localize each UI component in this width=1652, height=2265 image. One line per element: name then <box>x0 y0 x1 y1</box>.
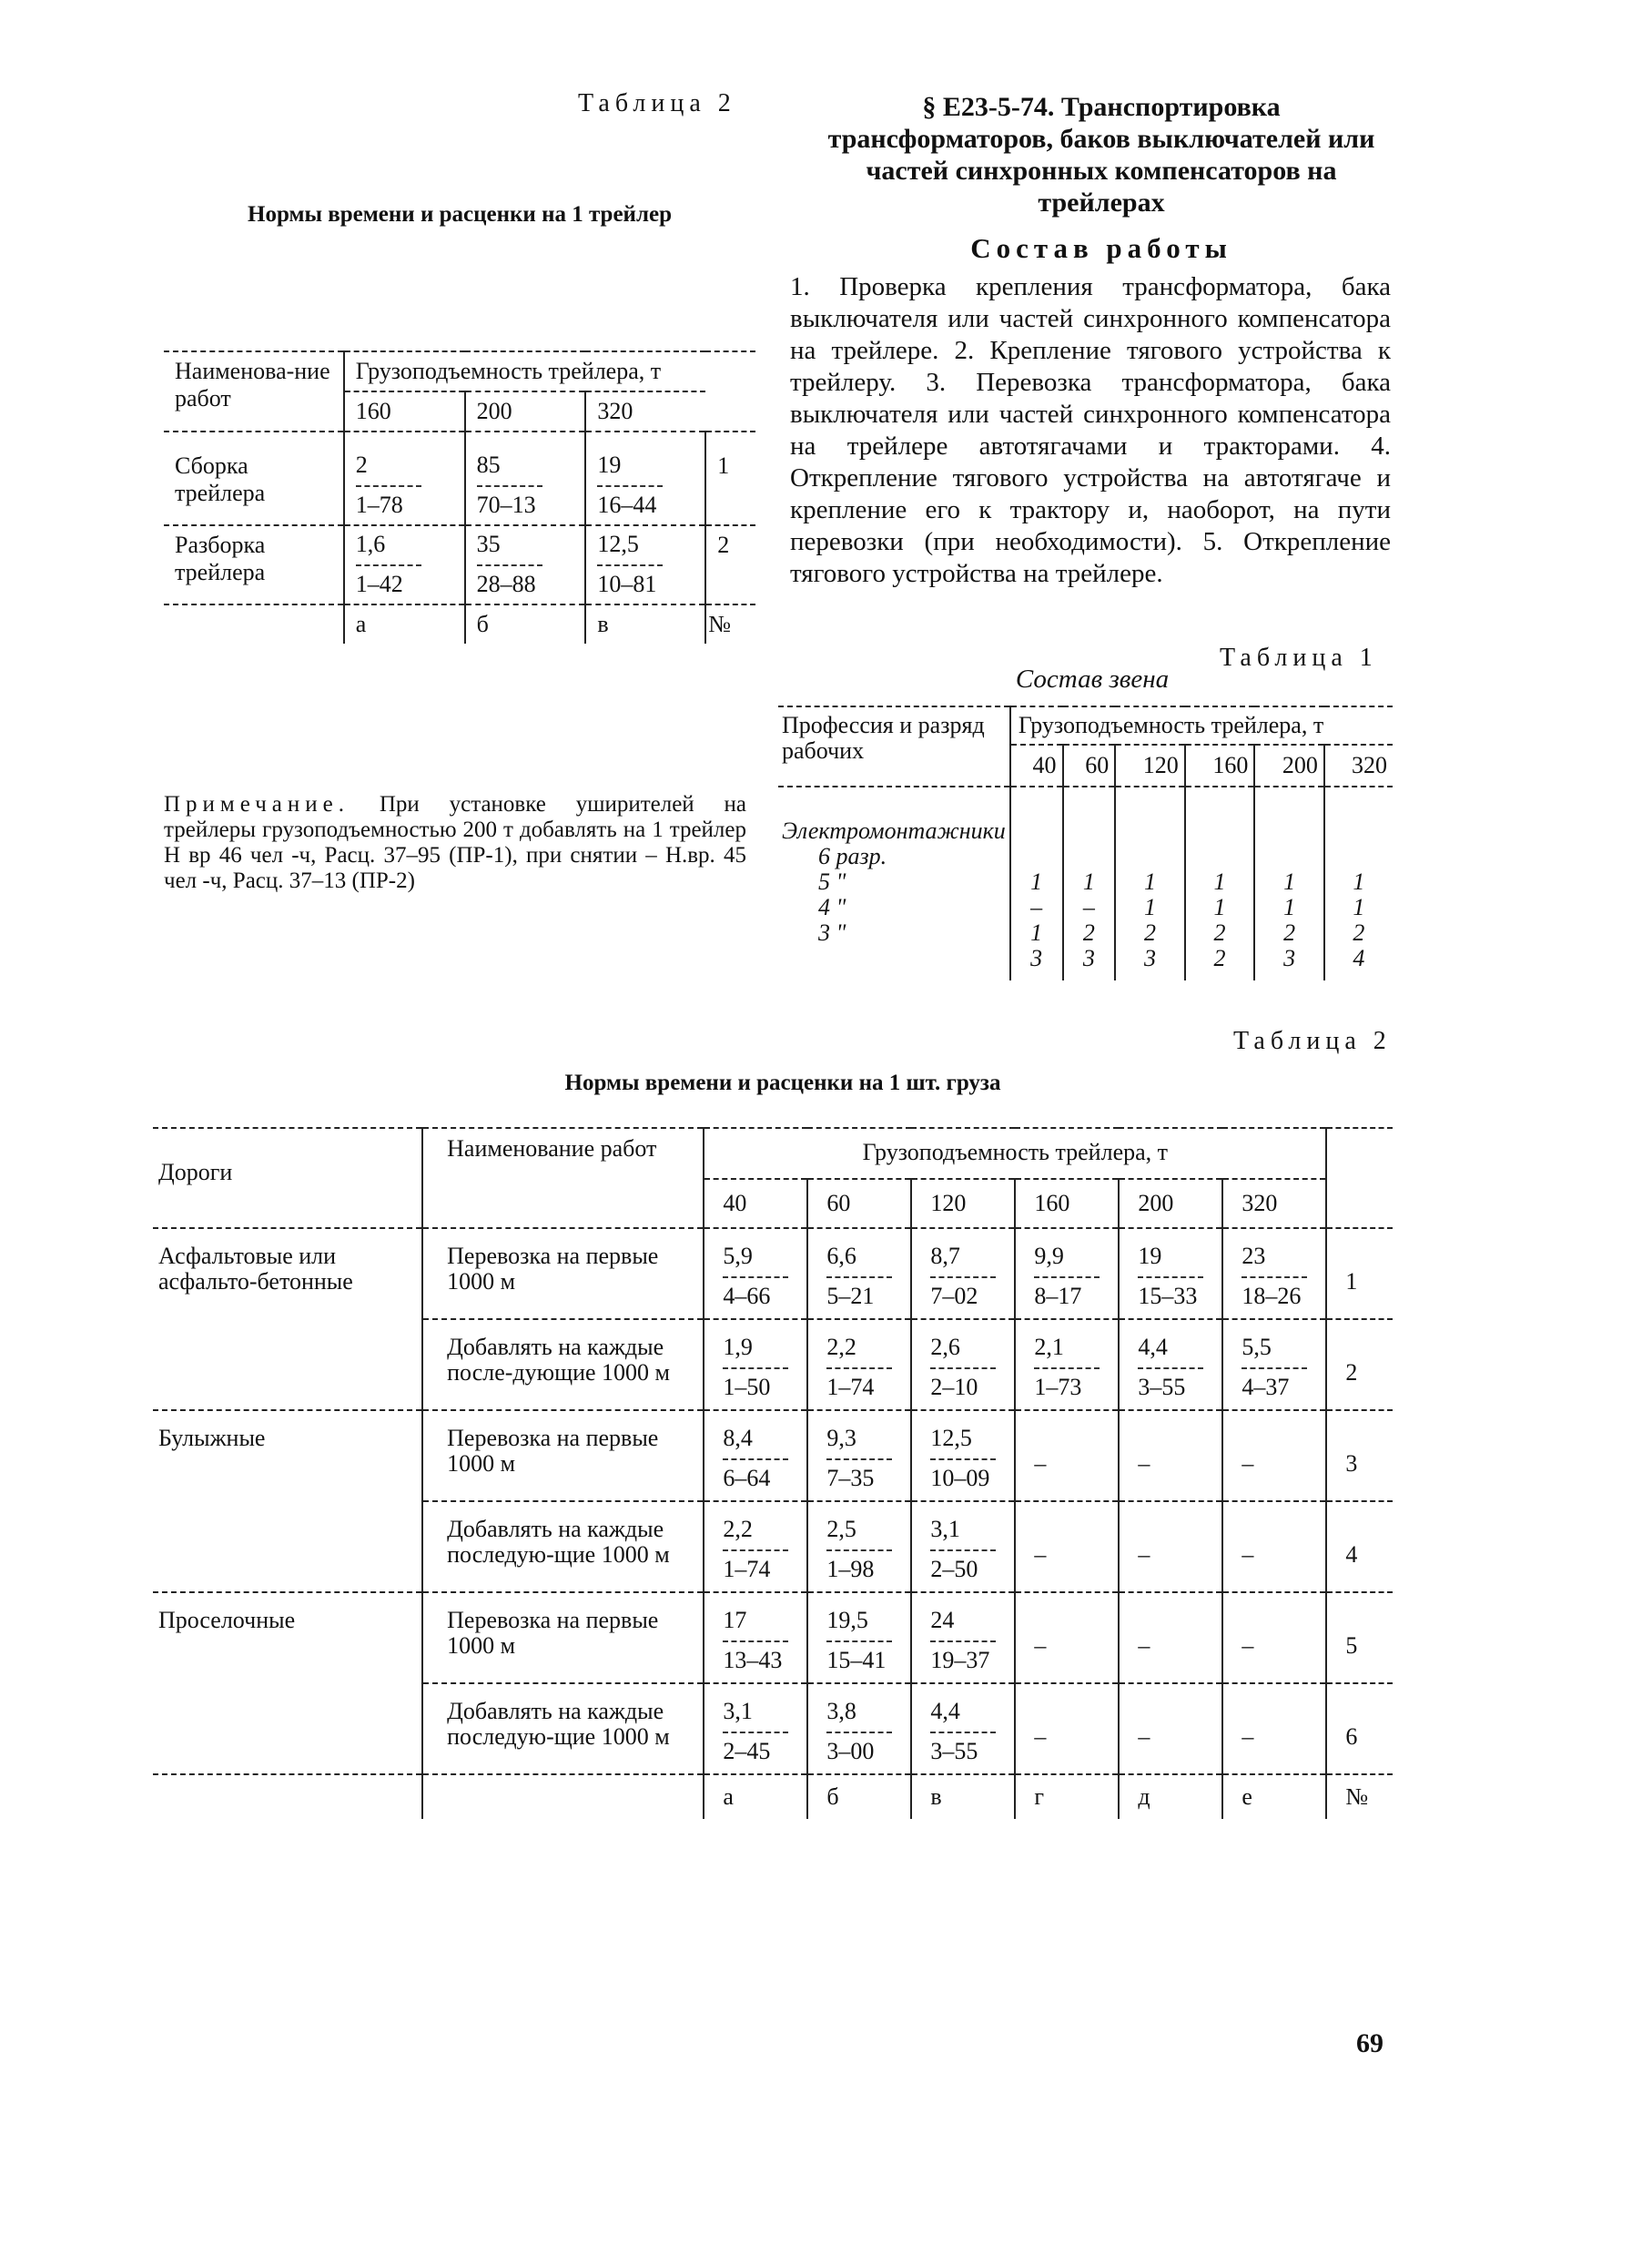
composition-heading: Состав работы <box>970 232 1232 264</box>
bottom-table <box>153 1127 1393 1819</box>
column-letters-row <box>164 604 755 644</box>
t1-value: – <box>1030 894 1043 920</box>
row-number: 1 <box>1326 1228 1393 1319</box>
norm-value: 17 <box>723 1607 747 1633</box>
t1-value: 1 <box>1144 868 1157 895</box>
cap-header: 320 <box>1222 1179 1326 1228</box>
left-table <box>164 350 755 644</box>
cap-header: 120 <box>911 1179 1015 1228</box>
table1-title: Состав звена <box>1015 665 1170 694</box>
bottom-table-label: Таблица 2 <box>1233 1027 1392 1055</box>
t1-cap: 200 <box>1254 745 1324 787</box>
norm-value: 35 <box>476 531 501 557</box>
left-cap-200: 200 <box>465 391 586 432</box>
road-type: Булыжные <box>158 1425 266 1451</box>
rate-value: 8–17 <box>1034 1283 1082 1309</box>
t1-value: 3 <box>1030 945 1043 971</box>
rate-value: 18–26 <box>1242 1283 1302 1309</box>
table-row <box>153 1410 1393 1501</box>
value-cell <box>911 1592 1015 1683</box>
t1-value: 2 <box>1213 945 1226 971</box>
rate-value: 5–21 <box>826 1283 875 1309</box>
dash-value: – <box>1242 1541 1254 1568</box>
rate-value: 15–41 <box>826 1647 887 1673</box>
row-number: 6 <box>1326 1683 1393 1774</box>
t1-rank: 4 " <box>818 894 846 920</box>
row-name: Разборка трейлера <box>175 532 266 585</box>
norm-value: 19 <box>1138 1243 1162 1269</box>
table-row <box>153 1228 1393 1319</box>
value-cell <box>1222 1501 1326 1592</box>
rate-value: 3–55 <box>1138 1374 1186 1400</box>
rate-value: 1–73 <box>1034 1374 1082 1400</box>
dash-value: – <box>1138 1632 1150 1659</box>
t1-value: 3 <box>1144 945 1157 971</box>
value-cell <box>807 1228 911 1319</box>
norm-value: 4,4 <box>930 1698 960 1724</box>
col-letter: е <box>1222 1774 1326 1819</box>
t1-value: – <box>1082 894 1095 920</box>
value-cell <box>1119 1683 1222 1774</box>
rate-value: 4–66 <box>723 1283 771 1309</box>
road-type: Проселочные <box>158 1607 296 1633</box>
t1-value: 2 <box>1353 919 1365 946</box>
t1-value: 1 <box>1144 894 1157 920</box>
bottom-table-title: Нормы времени и расценки на 1 шт. груза <box>564 1071 1001 1095</box>
value-cell <box>704 1228 807 1319</box>
norm-value: 23 <box>1242 1243 1266 1269</box>
value-cell <box>1015 1592 1119 1683</box>
row-number: 2 <box>705 525 755 604</box>
table-row <box>153 1683 1393 1774</box>
norm-value: 8,4 <box>723 1425 753 1451</box>
t1-value: 1 <box>1082 868 1095 895</box>
rate-value: 1–42 <box>355 571 403 597</box>
t1-workers: Электромонтажники <box>782 818 1006 844</box>
t1-value: 1 <box>1283 894 1296 920</box>
norm-value: 2,6 <box>930 1334 960 1360</box>
value-cell <box>807 1683 911 1774</box>
norm-value: 2,5 <box>826 1516 856 1542</box>
t1-rank: 6 разр. <box>818 843 887 869</box>
table-row <box>153 1319 1393 1410</box>
rate-value: 3–00 <box>826 1738 875 1764</box>
t1-value: 2 <box>1283 919 1296 946</box>
value-cell <box>1015 1319 1119 1410</box>
col-letter: б <box>807 1774 911 1819</box>
row-number: 5 <box>1326 1592 1393 1683</box>
value-cell <box>1015 1410 1119 1501</box>
t1-cap: 60 <box>1063 745 1116 787</box>
t1-value: 1 <box>1030 868 1043 895</box>
head-roads: Дороги <box>153 1128 422 1228</box>
col-letter: № <box>705 604 755 644</box>
value-cell <box>1222 1592 1326 1683</box>
value-cell <box>1015 1683 1119 1774</box>
left-cap-160: 160 <box>344 391 465 432</box>
rate-value: 7–35 <box>826 1465 875 1491</box>
norm-value: 1,6 <box>355 531 386 557</box>
rate-value: 1–78 <box>355 492 403 518</box>
left-cap-320: 320 <box>585 391 705 432</box>
norm-value: 2 <box>355 452 368 478</box>
cap-header: 160 <box>1015 1179 1119 1228</box>
norm-value: 85 <box>476 452 501 478</box>
head-work-name: Наименование работ <box>422 1128 704 1228</box>
rate-value: 2–10 <box>930 1374 978 1400</box>
rate-value: 10–81 <box>597 571 657 597</box>
rate-value: 70–13 <box>476 492 536 518</box>
road-type: Асфальтовые или асфальто-бетонные <box>158 1243 353 1295</box>
left-head-name: Наименова-ние работ <box>175 358 330 411</box>
value-cell <box>807 1319 911 1410</box>
dash-value: – <box>1034 1450 1047 1477</box>
dash-value: – <box>1242 1632 1254 1659</box>
dash-value: – <box>1138 1450 1150 1477</box>
t1-cap: 120 <box>1115 745 1185 787</box>
left-table-title: Нормы времени и расценки на 1 трейлер <box>248 202 672 227</box>
cap-header: 60 <box>807 1179 911 1228</box>
norm-value: 3,1 <box>930 1516 960 1542</box>
norm-value: 24 <box>930 1607 955 1633</box>
page-number: 69 <box>1356 2028 1383 2058</box>
norm-value: 5,9 <box>723 1243 753 1269</box>
value-cell <box>911 1501 1015 1592</box>
t1-value: 2 <box>1213 919 1226 946</box>
norm-value: 12,5 <box>597 531 639 557</box>
left-note <box>164 792 746 894</box>
value-cell <box>1015 1228 1119 1319</box>
t1-head-capacity: Грузоподъемность трейлера, т <box>1010 706 1393 745</box>
t1-value: 1 <box>1213 868 1226 895</box>
norm-value: 3,8 <box>826 1698 856 1724</box>
note-label: Примечание. <box>164 792 350 817</box>
dash-value: – <box>1034 1541 1047 1568</box>
left-head-capacity: Грузоподъемность трейлера, т <box>344 351 705 391</box>
norm-value: 19 <box>597 452 622 478</box>
dash-value: – <box>1242 1723 1254 1750</box>
norm-value: 2,2 <box>826 1334 856 1360</box>
head-capacity: Грузоподъемность трейлера, т <box>704 1128 1326 1179</box>
col-letter: в <box>585 604 705 644</box>
t1-cap: 40 <box>1010 745 1063 787</box>
section-title: § Е23-5-74. Транспортировка трансформаторов, баков выключателей или частей синхронных компенсаторов на трейлерах <box>827 92 1375 218</box>
t1-value: 4 <box>1353 945 1365 971</box>
table-row <box>164 432 755 525</box>
rate-value: 2–50 <box>930 1556 978 1582</box>
norm-value: 2,1 <box>1034 1334 1064 1360</box>
row-number: 1 <box>705 432 755 525</box>
table-row <box>153 1592 1393 1683</box>
work-name: Перевозка на первые 1000 м <box>422 1410 704 1501</box>
col-letter: г <box>1015 1774 1119 1819</box>
norm-value: 9,9 <box>1034 1243 1064 1269</box>
rate-value: 28–88 <box>476 571 536 597</box>
cap-header: 200 <box>1119 1179 1222 1228</box>
value-cell <box>807 1592 911 1683</box>
norm-value: 9,3 <box>826 1425 856 1451</box>
value-cell <box>1119 1501 1222 1592</box>
value-cell <box>1119 1592 1222 1683</box>
t1-rank: 3 " <box>818 919 846 946</box>
table1 <box>778 706 1393 980</box>
table-row <box>778 787 1393 980</box>
value-cell <box>807 1410 911 1501</box>
row-number: 4 <box>1326 1501 1393 1592</box>
value-cell <box>1015 1501 1119 1592</box>
rate-value: 1–74 <box>723 1556 771 1582</box>
rate-value: 1–98 <box>826 1556 875 1582</box>
t1-head-profession: Профессия и разряд рабочих <box>778 706 1010 787</box>
work-name: Добавлять на каждые после-дующие 1000 м <box>422 1319 704 1410</box>
norm-value: 8,7 <box>930 1243 960 1269</box>
row-number: 3 <box>1326 1410 1393 1501</box>
col-letter: а <box>344 604 465 644</box>
value-cell <box>1222 1410 1326 1501</box>
rate-value: 2–45 <box>723 1738 771 1764</box>
rate-value: 6–64 <box>723 1465 771 1491</box>
dash-value: – <box>1242 1450 1254 1477</box>
norm-value: 5,5 <box>1242 1334 1272 1360</box>
work-name: Добавлять на каждые последую-щие 1000 м <box>422 1683 704 1774</box>
col-letter: а <box>704 1774 807 1819</box>
norm-value: 12,5 <box>930 1425 972 1451</box>
composition-text: 1. Проверка крепления трансформатора, бака выключателя или частей синхронного компенсатора на трейлере. 2. Крепление тягового устройства к трейлеру. 3. Перевозка трансформатора, бака выключателя или частей синхронного компенсатора на трейлере автотягачами и тракторами. 4. Открепление тягового устройства на автотягаче и крепление его к трактору и, наоборот, на пути перевозки (при необходимости). 5. Открепление тягового устройства на трейлере. <box>790 272 1391 588</box>
norm-value: 3,1 <box>723 1698 753 1724</box>
value-cell <box>1222 1228 1326 1319</box>
value-cell <box>704 1501 807 1592</box>
work-name: Перевозка на первые 1000 м <box>422 1228 704 1319</box>
col-letter: в <box>911 1774 1015 1819</box>
work-name: Перевозка на первые 1000 м <box>422 1592 704 1683</box>
rate-value: 4–37 <box>1242 1374 1290 1400</box>
work-name: Добавлять на каждые последую-щие 1000 м <box>422 1501 704 1592</box>
col-letter: № <box>1326 1774 1393 1819</box>
rate-value: 1–74 <box>826 1374 875 1400</box>
norm-value: 4,4 <box>1138 1334 1168 1360</box>
t1-value: 1 <box>1030 919 1043 946</box>
value-cell <box>1119 1319 1222 1410</box>
row-name: Сборка трейлера <box>175 452 266 506</box>
t1-value: 2 <box>1082 919 1095 946</box>
norm-value: 6,6 <box>826 1243 856 1269</box>
value-cell <box>911 1410 1015 1501</box>
column-letters-row <box>153 1774 1393 1819</box>
note-text: При установке уширителей на трейлеры грузоподъемностью 200 т добавлять на 1 трейлер Н вр 46 чел -ч, Расц. 37–95 (ПР-1), при снятии – Н.вр. 45 чел -ч, Расц. 37–13 (ПР-2) <box>164 792 746 893</box>
norm-value: 1,9 <box>723 1334 753 1360</box>
cap-header: 40 <box>704 1179 807 1228</box>
table-row <box>153 1501 1393 1592</box>
rate-value: 10–09 <box>930 1465 990 1491</box>
row-number: 2 <box>1326 1319 1393 1410</box>
t1-value: 3 <box>1283 945 1296 971</box>
left-table-label: Таблица 2 <box>578 89 736 117</box>
value-cell <box>911 1319 1015 1410</box>
dash-value: – <box>1034 1632 1047 1659</box>
value-cell <box>704 1410 807 1501</box>
value-cell <box>1119 1228 1222 1319</box>
col-letter: д <box>1119 1774 1222 1819</box>
rate-value: 7–02 <box>930 1283 978 1309</box>
dash-value: – <box>1138 1723 1150 1750</box>
table-row <box>164 525 755 604</box>
value-cell <box>1222 1319 1326 1410</box>
t1-value: 1 <box>1353 868 1365 895</box>
table1-label: Таблица 1 <box>1220 644 1378 672</box>
norm-value: 19,5 <box>826 1607 868 1633</box>
col-letter: б <box>465 604 586 644</box>
rate-value: 15–33 <box>1138 1283 1198 1309</box>
t1-value: 1 <box>1283 868 1296 895</box>
rate-value: 13–43 <box>723 1647 783 1673</box>
value-cell <box>704 1592 807 1683</box>
t1-cap: 320 <box>1324 745 1393 787</box>
value-cell <box>704 1683 807 1774</box>
norm-value: 2,2 <box>723 1516 753 1542</box>
t1-value: 3 <box>1082 945 1095 971</box>
value-cell <box>1222 1683 1326 1774</box>
value-cell <box>911 1683 1015 1774</box>
rate-value: 19–37 <box>930 1647 990 1673</box>
rate-value: 1–50 <box>723 1374 771 1400</box>
t1-rank: 5 " <box>818 868 846 895</box>
t1-value: 1 <box>1353 894 1365 920</box>
dash-value: – <box>1138 1541 1150 1568</box>
dash-value: – <box>1034 1723 1047 1750</box>
t1-cap: 160 <box>1185 745 1255 787</box>
rate-value: 3–55 <box>930 1738 978 1764</box>
value-cell <box>911 1228 1015 1319</box>
value-cell <box>704 1319 807 1410</box>
value-cell <box>807 1501 911 1592</box>
t1-value: 1 <box>1213 894 1226 920</box>
t1-value: 2 <box>1144 919 1157 946</box>
rate-value: 16–44 <box>597 492 657 518</box>
value-cell <box>1119 1410 1222 1501</box>
